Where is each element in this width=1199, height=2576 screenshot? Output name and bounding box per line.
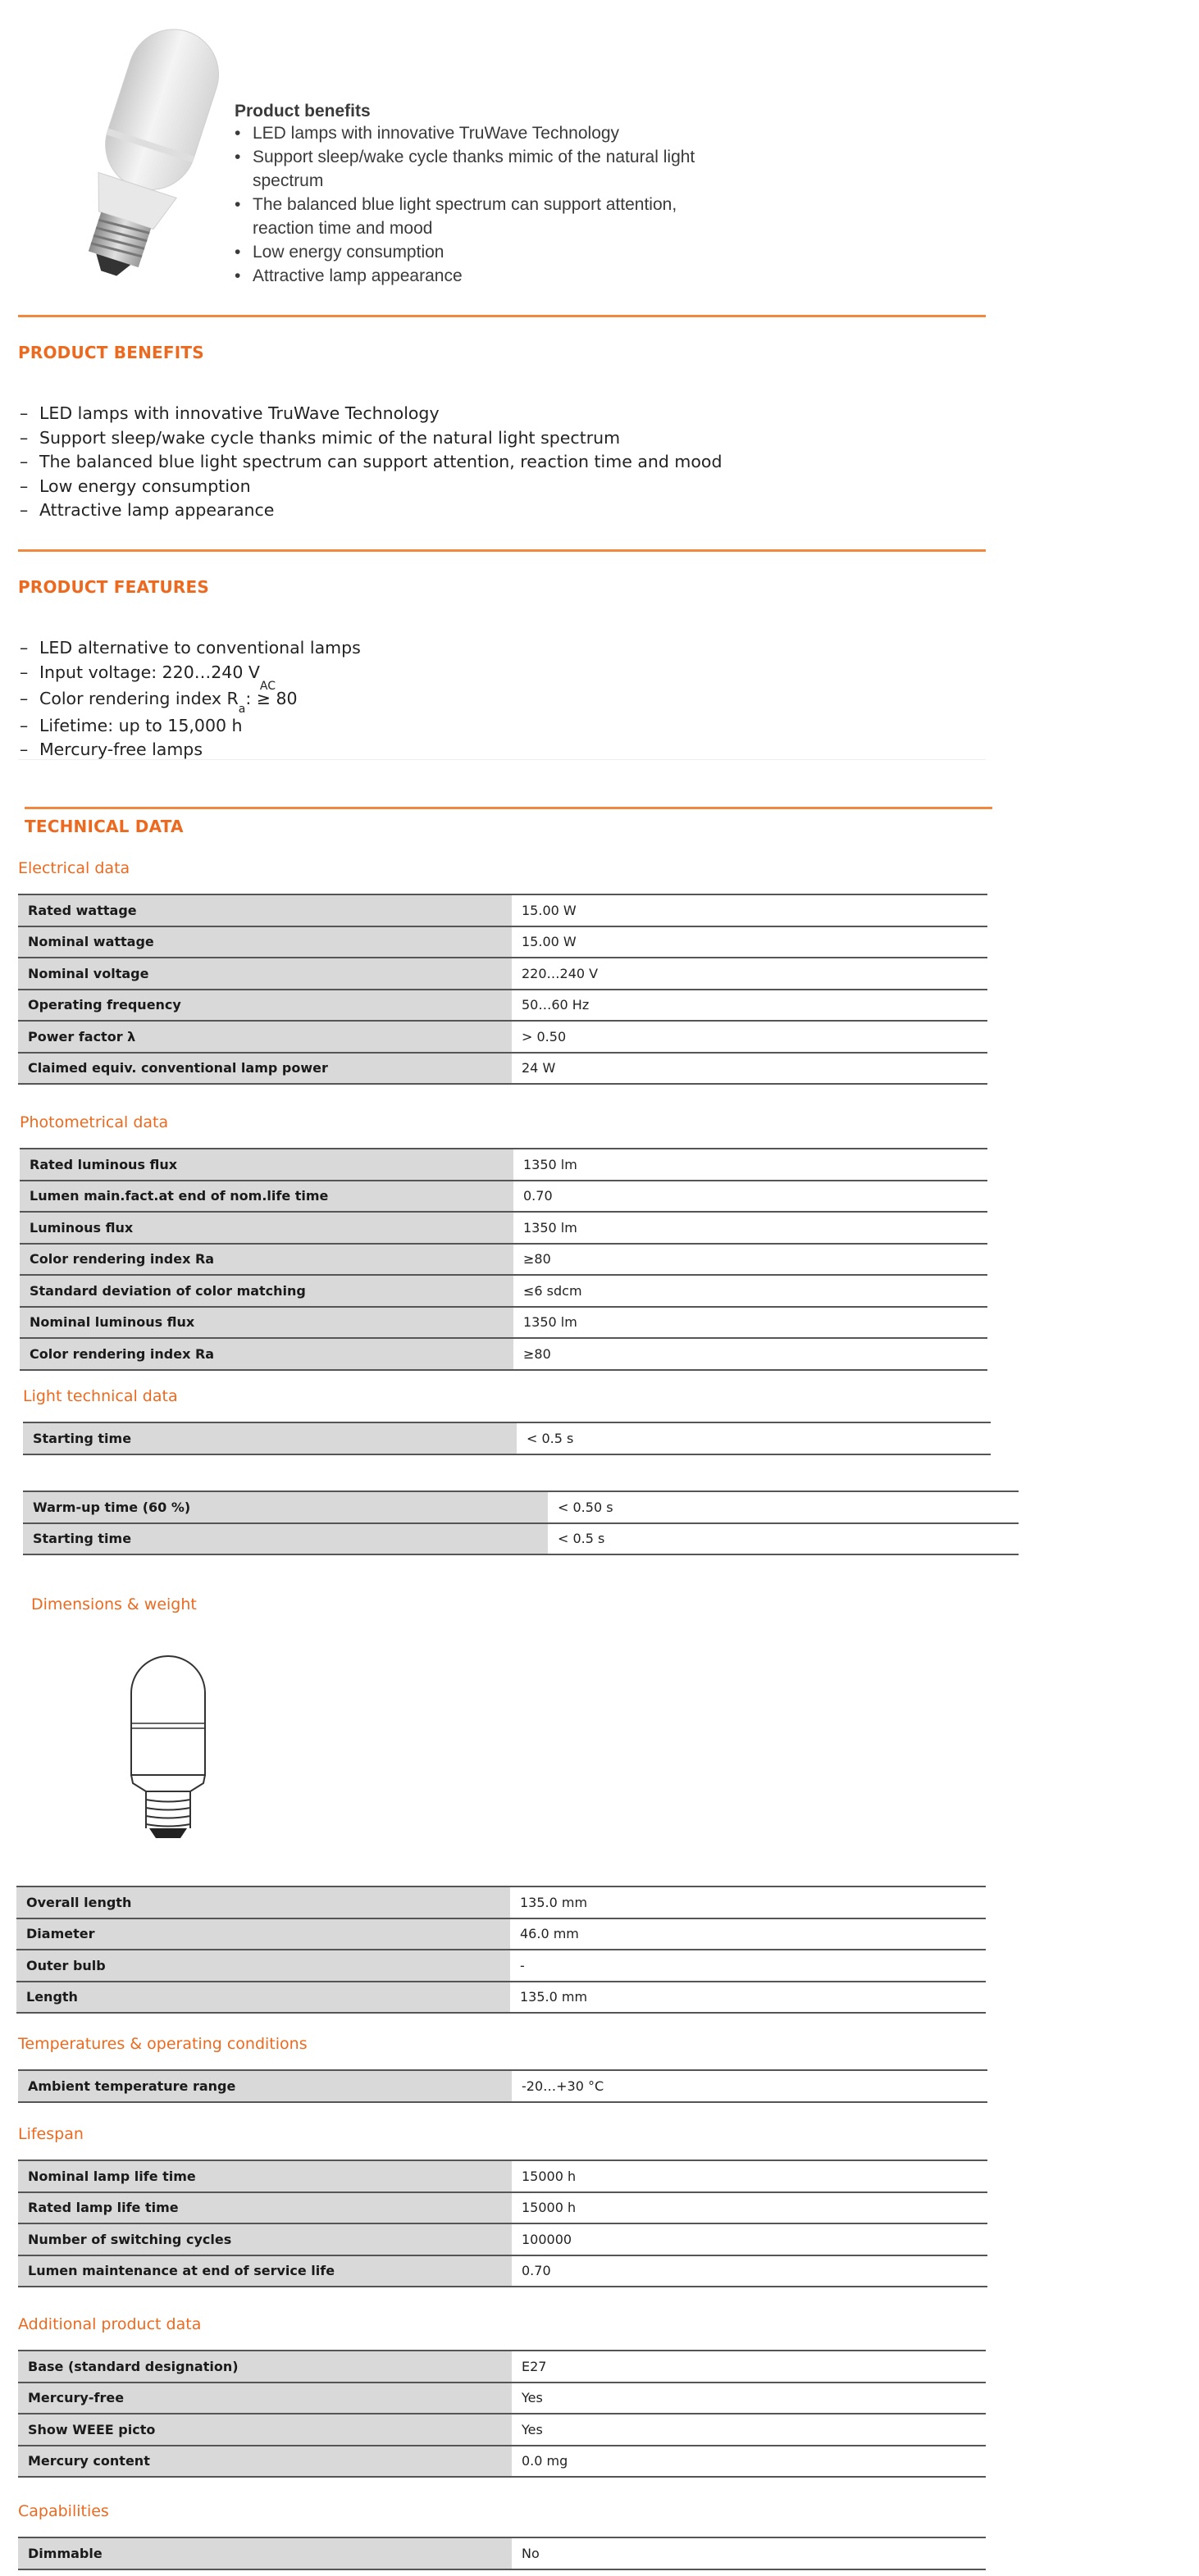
table-row [20,1212,987,1244]
table-row [20,1338,987,1370]
list-item [20,661,361,693]
spec-label: Standard deviation of color matching [20,1275,513,1307]
list-item: • LED lamps with innovative TruWave Technology [235,121,727,145]
spec-label: Claimed equiv. conventional lamp power [18,1053,512,1085]
spec-label: Rated wattage [18,894,512,926]
spec-value: 0.70 [513,1181,987,1213]
spec-label: Nominal voltage [18,958,512,990]
spec-label: Overall length [16,1886,510,1918]
table-row [18,2446,986,2478]
table-row [23,1491,1019,1523]
list-item: • The balanced blue light spectrum can support attention, reaction time and mood [235,193,712,240]
table-row [23,1523,1019,1555]
spec-value: 100000 [512,2223,987,2255]
spec-label: Rated luminous flux [20,1149,513,1181]
additional-product-data-title: Additional product data [18,2315,202,2333]
temperatures-table [18,2069,987,2103]
spec-value: 135.0 mm [510,1982,986,2014]
spec-label: Lumen main.fact.at end of nom.life time [20,1181,513,1213]
spec-label: Lumen maintenance at end of service life [18,2255,512,2287]
table-row [18,2160,987,2192]
list-item: – Mercury-free lamps [20,738,361,762]
list-item: – The balanced blue light spectrum can support attention, reaction time and mood [20,450,722,475]
table-row [18,2255,987,2287]
spec-value: No [512,2537,986,2569]
capabilities-table [18,2537,986,2570]
spec-label: Mercury content [18,2446,512,2478]
spec-label: Nominal wattage [18,926,512,958]
table-row [18,926,987,958]
spec-label: Outer bulb [16,1950,510,1982]
spec-label: Diameter [16,1918,510,1950]
product-benefits-title: PRODUCT BENEFITS [18,343,204,362]
table-row [18,894,987,926]
list-item: – LED lamps with innovative TruWave Technology [20,402,722,426]
electrical-data-title: Electrical data [18,859,130,877]
table-row [20,1181,987,1213]
photometrical-data-table [20,1148,987,1371]
product-features-title: PRODUCT FEATURES [18,577,209,597]
spec-value: 15.00 W [512,926,987,958]
spec-label: Color rendering index Ra [20,1338,513,1370]
section-divider-light [18,759,986,760]
table-row [18,990,987,1022]
spec-value: ≥80 [513,1244,987,1276]
spec-label: Number of switching cycles [18,2223,512,2255]
warmup-data-table [23,1491,1019,1555]
table-row [16,1950,986,1982]
lamp-product-image [26,16,223,287]
table-row [20,1244,987,1276]
spec-value: 15000 h [512,2192,987,2224]
light-technical-data-table [23,1422,991,1455]
list-item-text: : ≥ 80 [245,689,298,708]
dimensions-weight-table [16,1886,986,2014]
spec-value: ≥80 [513,1338,987,1370]
subscript: AC [259,679,276,693]
additional-product-data-table [18,2350,986,2478]
technical-data-title: TECHNICAL DATA [25,817,184,836]
table-row [18,2223,987,2255]
lifespan-title: Lifespan [18,2125,84,2143]
spec-value: 1350 lm [513,1212,987,1244]
spec-label: Starting time [23,1523,548,1555]
list-item: – Support sleep/wake cycle thanks mimic of the natural light spectrum [20,426,722,451]
product-benefits-list [20,402,722,523]
list-item: • Low energy consumption [235,240,727,264]
table-row [18,2192,987,2224]
spec-value: 15000 h [512,2160,987,2192]
lamp-dimension-drawing [115,1632,221,1849]
spec-value: 0.70 [512,2255,987,2287]
list-item: • Support sleep/wake cycle thanks mimic of the natural light spectrum [235,145,712,193]
spec-value: 1350 lm [513,1307,987,1339]
spec-label: Dimmable [18,2537,512,2569]
table-row [18,2070,987,2102]
table-row [18,958,987,990]
section-divider [25,807,992,809]
capabilities-title: Capabilities [18,2502,109,2520]
list-item-text: Color rendering index R [39,689,239,708]
dimensions-weight-title: Dimensions & weight [31,1595,197,1613]
section-divider [18,549,986,552]
spec-label: Ambient temperature range [18,2070,512,2102]
section-divider [18,315,986,317]
spec-value: -20…+30 °C [512,2070,987,2102]
list-item: – Low energy consumption [20,475,722,499]
photometrical-data-title: Photometrical data [20,1113,169,1131]
spec-value: Yes [512,2383,986,2414]
spec-label: Luminous flux [20,1212,513,1244]
list-item: – Attractive lamp appearance [20,498,722,523]
subscript: a [238,703,246,716]
product-features-list [20,636,361,762]
spec-label: Operating frequency [18,990,512,1022]
list-item-text: Input voltage: 220…240 V [39,662,260,682]
spec-label: Base (standard designation) [18,2351,512,2383]
spec-value: < 0.5 s [548,1523,1019,1555]
spec-label: Warm-up time (60 %) [23,1491,548,1523]
spec-value: 135.0 mm [510,1886,986,1918]
spec-label: Nominal lamp life time [18,2160,512,2192]
hero-benefits-list [235,121,727,288]
list-item: – LED alternative to conventional lamps [20,636,361,661]
table-row [20,1307,987,1339]
spec-label: Rated lamp life time [18,2192,512,2224]
table-row [20,1275,987,1307]
list-item: • Attractive lamp appearance [235,264,727,288]
hero-benefits-title: Product benefits [235,102,371,121]
table-row [23,1422,991,1454]
table-row [18,1053,987,1085]
spec-label: Mercury-free [18,2383,512,2414]
spec-value: < 0.5 s [517,1422,991,1454]
spec-value: 0.0 mg [512,2446,986,2478]
spec-label: Power factor λ [18,1021,512,1053]
list-item: – Lifetime: up to 15,000 h [20,714,361,739]
spec-value: 1350 lm [513,1149,987,1181]
table-row [18,1021,987,1053]
list-item [20,687,361,714]
spec-label: Show WEEE picto [18,2414,512,2446]
spec-value: 50…60 Hz [512,990,987,1022]
spec-value: 220…240 V [512,958,987,990]
spec-label: Length [16,1982,510,2014]
spec-value: 15.00 W [512,894,987,926]
spec-value: ≤6 sdcm [513,1275,987,1307]
table-row [16,1918,986,1950]
electrical-data-table [18,894,987,1085]
spec-value: 24 W [512,1053,987,1085]
table-row [18,2537,986,2569]
table-row [20,1149,987,1181]
spec-value: > 0.50 [512,1021,987,1053]
spec-label: Nominal luminous flux [20,1307,513,1339]
temperatures-title: Temperatures & operating conditions [18,2035,308,2053]
spec-value: Yes [512,2414,986,2446]
spec-label: Starting time [23,1422,517,1454]
spec-label: Color rendering index Ra [20,1244,513,1276]
table-row [16,1886,986,1918]
light-technical-data-title: Light technical data [23,1387,178,1405]
table-row [16,1982,986,2014]
table-row [18,2351,986,2383]
table-row [18,2414,986,2446]
spec-value: E27 [512,2351,986,2383]
spec-value: - [510,1950,986,1982]
spec-value: 46.0 mm [510,1918,986,1950]
lifespan-table [18,2160,987,2287]
spec-value: < 0.50 s [548,1491,1019,1523]
table-row [18,2383,986,2414]
